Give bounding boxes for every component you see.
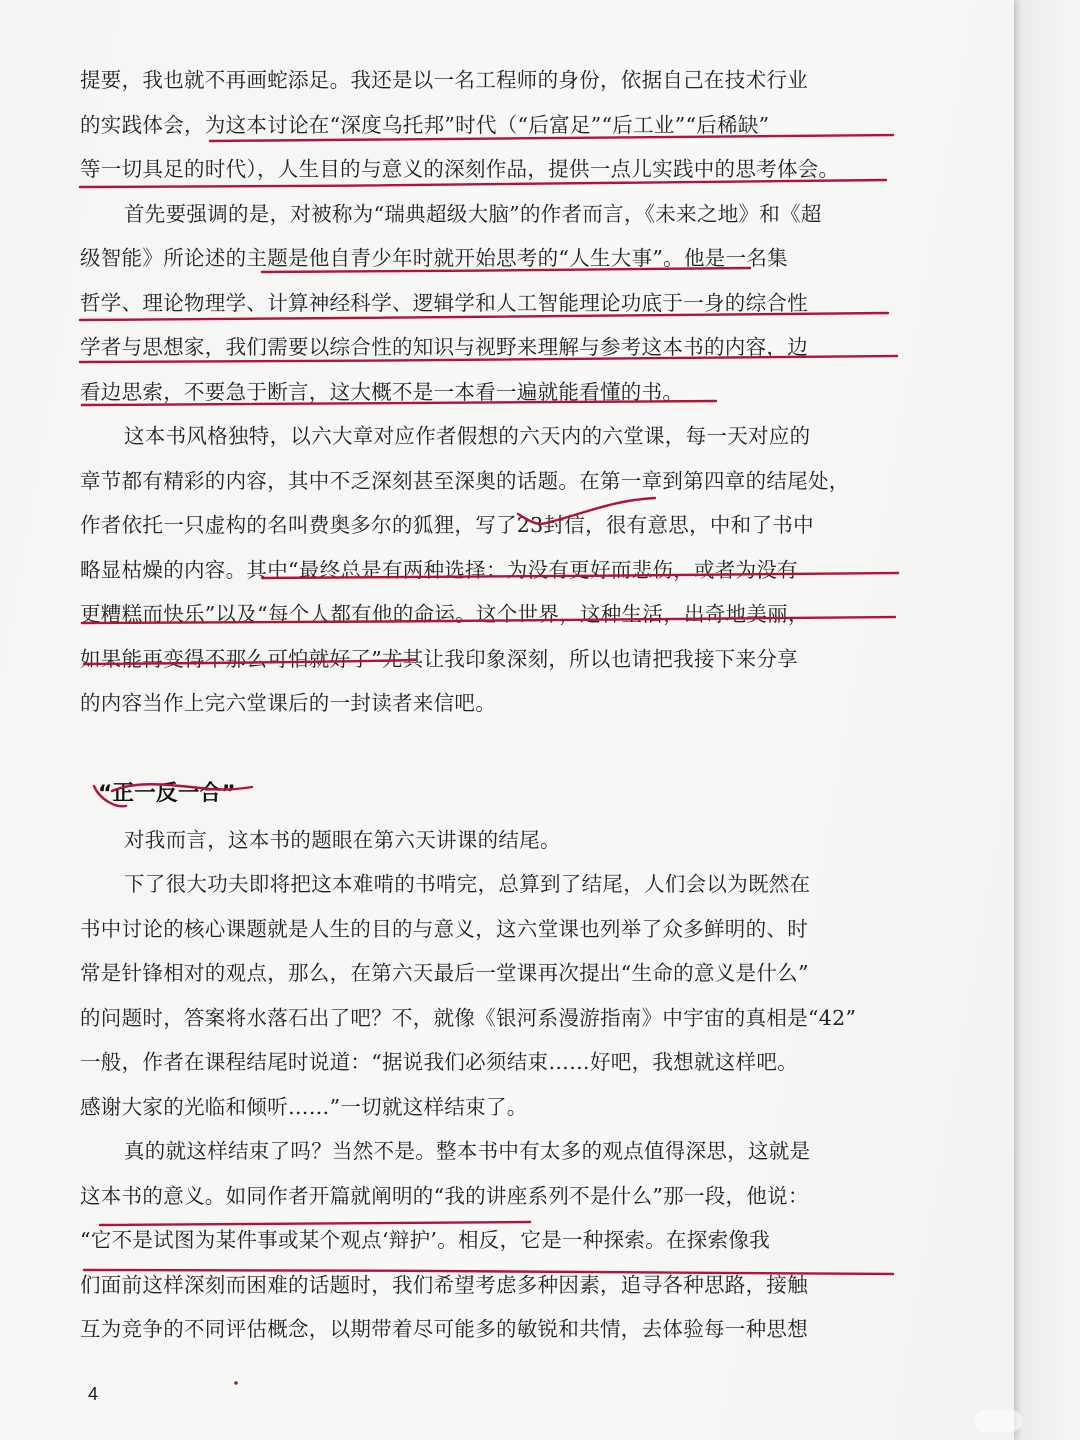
page-number: 4 <box>88 1384 99 1404</box>
text-line: 互为竞争的不同评估概念，以期带着尽可能多的敏锐和共情，去体验每一种思想 <box>80 1317 808 1341</box>
text-line: 书中讨论的核心课题就是人生的目的与意义，这六堂课也列举了众多鲜明的、时 <box>80 916 808 941</box>
text-line: 作者依托一只虚构的名叫费奥多尔的狐狸，写了23封信，很有意思，中和了书中 <box>80 513 814 537</box>
text-line: 这本书风格独特，以六大章对应作者假想的六天内的六堂课，每一天对应的 <box>124 424 811 448</box>
paragraph <box>80 58 892 192</box>
text-line: 对我而言，这本书的题眼在第六天讲课的结尾。 <box>124 827 561 852</box>
text-line: 看边思索，不要急于断言，这大概不是一本看一遍就能看懂的书。 <box>80 379 684 404</box>
text-line: 哲学、理论物理学、计算神经科学、逻辑学和人工智能理论功底于一身的综合性 <box>80 290 808 315</box>
text-line: 这本书的意义。如同作者开篇就阐明的“我的讲座系列不是什么”那一段，他说： <box>80 1183 809 1208</box>
paragraph <box>80 818 892 863</box>
text-line: “它不是试图为某件事或某个观点‘辩护’。相反，它是一种探索。在探索像我 <box>80 1228 771 1252</box>
text-line: 的问题时，答案将水落石出了吧？不，就像《银河系漫游指南》中宇宙的真相是“42” <box>80 1005 857 1030</box>
text-line: 提要，我也就不再画蛇添足。我还是以一名工程师的身份，依据自己在技术行业 <box>80 68 808 92</box>
text-line: 常是针锋相对的观点，那么，在第六天最后一堂课再次提出“生命的意义是什么” <box>80 961 809 985</box>
text-line: 一般，作者在课程结尾时说道：“据说我们必须结束……好吧，我想就这样吧。 <box>80 1050 798 1074</box>
text-line: 首先要强调的是，对被称为“瑞典超级大脑”的作者而言，《未来之地》和《超 <box>124 201 822 226</box>
section-gap <box>80 726 892 770</box>
text-line: 更糟糕而快乐”以及“每个人都有他的命运。这个世界，这种生活，出奇地美丽， <box>80 602 809 626</box>
page-text <box>80 58 892 1352</box>
text-line: 真的就这样结束了吗？当然不是。整本书中有太多的观点值得深思，这就是 <box>124 1139 811 1163</box>
text-line: 们面前这样深刻而困难的话题时，我们希望考虑多种因素，追寻各种思路，接触 <box>80 1272 808 1297</box>
paragraph <box>80 1129 892 1352</box>
watermark-pill <box>974 1410 1022 1432</box>
text-line: 章节都有精彩的内容，其中不乏深刻甚至深奥的话题。在第一章到第四章的结尾处， <box>80 468 850 493</box>
paragraph <box>80 414 892 726</box>
section-heading: “正一反一合” <box>98 780 236 806</box>
text-line: 的内容当作上完六堂课后的一封读者来信吧。 <box>80 691 496 715</box>
paragraph <box>80 862 892 1129</box>
text-line: 级智能》所论述的主题是他自青少年时就开始思考的“人生大事”。他是一名集 <box>80 246 788 270</box>
text-line: 等一切具足的时代），人生目的与意义的深刻作品，提供一点儿实践中的思考体会。 <box>80 157 840 181</box>
text-line: 如果能再变得不那么可怕就好了”尤其让我印象深刻，所以也请把我接下来分享 <box>80 646 798 671</box>
paragraph <box>80 192 892 415</box>
text-line: 学者与思想家，我们需要以综合性的知识与视野来理解与参考这本书的内容，边 <box>80 335 808 359</box>
text-line: 略显枯燥的内容。其中“最终总是有两种选择：为没有更好而悲伤，或者为没有 <box>80 557 798 582</box>
text-line: 下了很大功夫即将把这本难啃的书啃完，总算到了结尾，人们会以为既然在 <box>124 872 811 896</box>
text-line: 感谢大家的光临和倾听……”一切就这样结束了。 <box>80 1094 528 1119</box>
text-line: 的实践体会，为这本讨论在“深度乌托邦”时代（“后富足”“后工业”“后稀缺” <box>80 112 770 137</box>
